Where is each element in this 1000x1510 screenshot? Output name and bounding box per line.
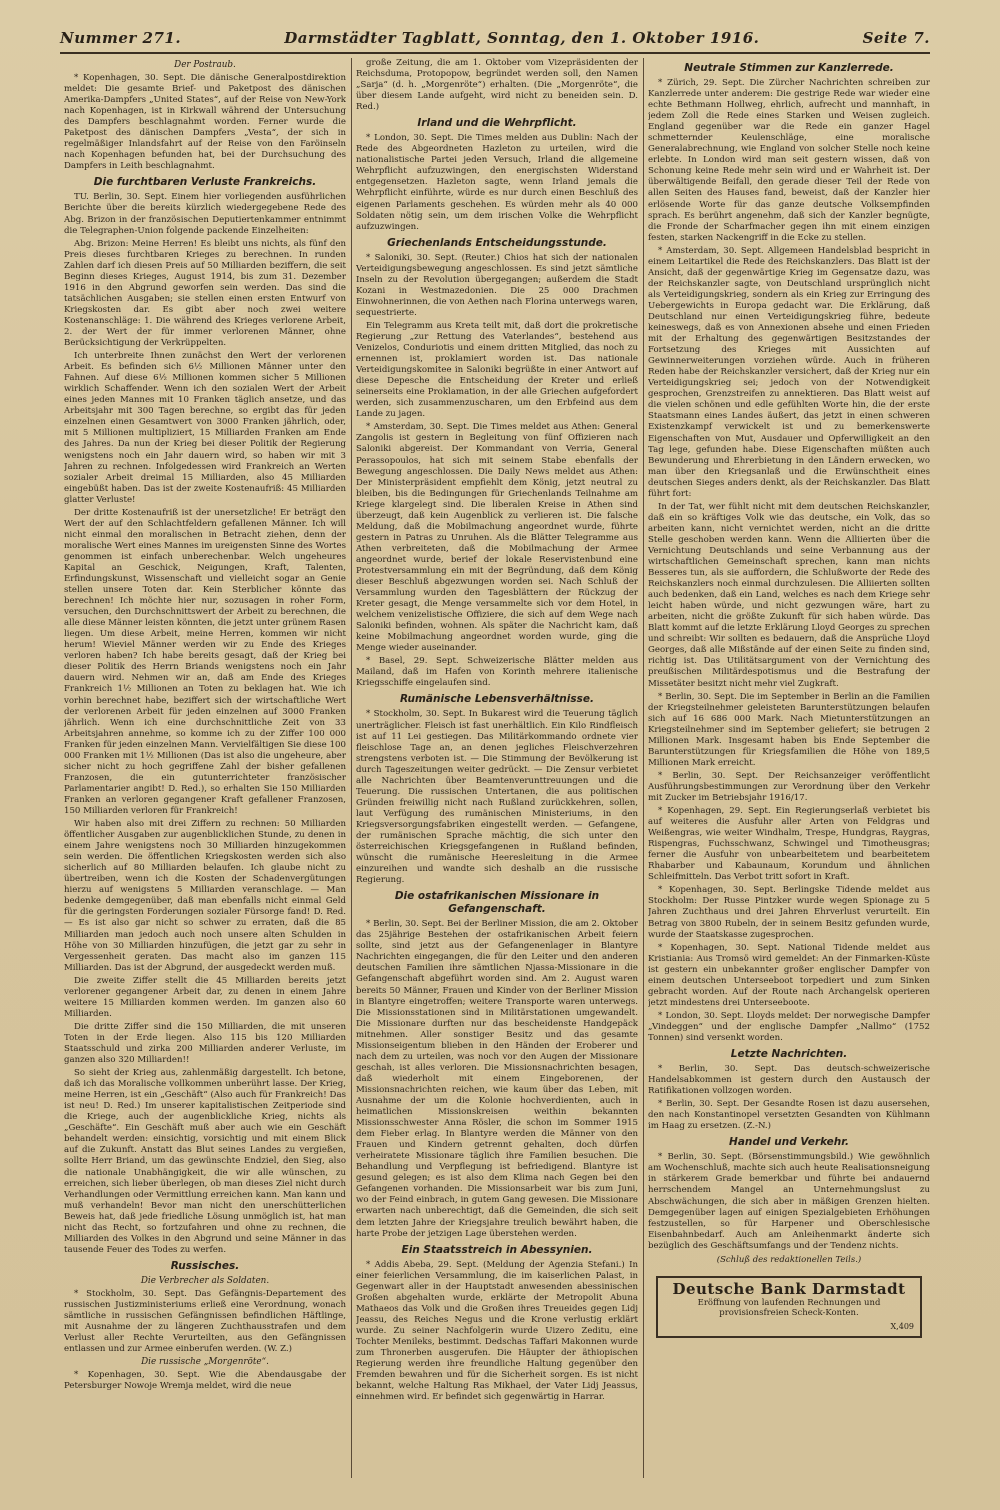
article-headline: Irland und die Wehrpflicht. xyxy=(417,117,577,130)
article-paragraph: * Berlin, 30. Sept. Das deutsch-schweizerische Handelsabkommen ist gestern durch den Austausch der Ratifikationen vollzogen worden. xyxy=(648,1064,930,1097)
article-paragraph: Die dritte Ziffer sind die 150 Milliarden, die mit unseren Toten in der Erde liegen. Also 115 bis 120 Milliarden Staatsschuld und zirka 200 Milliarden anderer Verluste, im ganzen also 320 Milliarden!! xyxy=(64,1021,346,1066)
column-divider xyxy=(643,58,644,1478)
article-paragraph: In der Tat, wer fühlt nicht mit dem deutschen Reichskanzler, daß ein so kräftiges Volk wie das deutsche, ein Volk, das so arbeiten kann, nicht vernichtet werden, nicht an die dritte Stelle geschoben werden kann. Wenn die Alliierten über die Vernichtung Deutschlands und seine Verbannung aus der wirtschaftlichen Gemeinschaft sprechen, kann man nichts Besseres tun, als sie auffordern, die Schlußworte der Rede des Reichskanzlers noch einmal durchzulesen. Die Alliierten sollten auch bedenken, daß ein Land, welches es nach dem Kriege sehr leicht haben würde, und nicht gezwungen wäre, hart zu arbeiten, nicht die größte Zukunft für sich haben würde. Das Blatt kommt auf die letzte Erklärung Lloyd Georges zu sprechen und schreibt: Wir sollten es bedauern, daß die Ansprüche Lloyd Georges, daß alle Mißstände auf der einen Seite zu finden sind, richtig ist. Das Utilitätsargument von der Vernichtung des preußischen Militärdespotismus und die Bestrafung der Missetäter besitzt nicht mehr viel Zugkraft. xyxy=(648,501,930,689)
article-paragraph: * Amsterdam, 30. Sept. Allgemeen Handelsblad bespricht in einem Leitartikel die Rede des Reichskanzlers. Das Blatt ist der Ansicht, daß der gegenwärtige Krieg im Gegensatze dazu, was der Reichskanzler sagte, von Deutschland ursprünglich nicht als Verteidigungskrieg, sondern als ein Krieg zur Erringung des Uebergewichts in Europa gedacht war. Die Erklärung, daß Deutschland nur einen Verteidigungskrieg führe, bedeute keineswegs, daß es von Annexionen absehe und einen Frieden mit der Erhaltung des gegenwärtigen Besitzstandes der Fortsetzung des Krieges mit Aussichten auf Gewinnerweiterungen vorziehen würde. Auch in früheren Reden habe der Reichskanzler versichert, daß der Krieg nur ein Verteidigungskrieg sei; jedoch von der Notwendigkeit gesprochen, Grenzstreifen zu annektieren. Das Blatt weist auf die vielen schönen und edle gefühlten Worte hin, die der erste Staatsmann eines Landes äußert, das jetzt in einen schweren Existenzkampf verwickelt ist und zu bemerkenswerte Eigenschaften von Mut, Ausdauer und Opferwilligkeit an den Tag lege, gefunden habe. Diese Eigenschaften müßten auch Bewunderung und Ehrerbietung in den Ländern erwecken, wo man über den Kriegsanlaß und die Erwünschtheit eines deutschen Sieges anders denkt, als der Reichskanzler. Das Blatt führt fort: xyxy=(648,245,930,499)
article-paragraph: * Berlin, 30. Sept. (Börsenstimmungsbild.) Wie gewöhnlich am Wochenschluß, machte sich auch heute Realisationsneigung in stärkerem Grade bemerkbar und führte bei andauernd herrschendem Mangel an Unternehmungslust zu Abschwächungen, die sich aber in mäßigen Grenzen hielten. Demgegenüber lagen auf einigen Spezialgebieten Erhöhungen festzustellen, so für Harpener und Oberschlesische Eisenbahnbedarf. Auch am Anleihenmarkt änderte sich bezüglich des Geschäftsumfangs und der Tendenz nichts. xyxy=(648,1152,930,1251)
article-paragraph: Der dritte Kostenaufriß ist der unersetzliche! Er beträgt den Wert der auf den Schlachtfeldern gefallenen Männer. Ich will nicht einmal den moralischen in Betracht ziehen, denn der moralische Wert eines Mannes im ureigensten Sinne des Wortes genommen ist einfach unberechenbar. Welch ungeheures Kapital an Geschick, Neigungen, Kraft, Talenten, Erfindungskunst, Wissenschaft und vielleicht sogar an Genie stellen unsere Toten dar. Kein Sterblicher könnte das berechnen! Ich möchte hier nur, sozusagen in roher Form, versuchen, den Durchschnittswert der Arbeit zu berechnen, die alle diese Männer leisten könnten, die jetzt unter grünem Rasen liegen. Um diese Arbeit, meine Herren, kommen wir nicht herum! Wieviel Männer werden wir zu Ende des Krieges verloren haben? Ich habe bereits gesagt, daß der Krieg bei dieser Politik des Herrn Briands wenigstens noch ein Jahr dauern wird. Nehmen wir an, daß am Ende des Krieges Frankreich 1½ Millionen an Toten zu beklagen hat. Wie ich vorhin berechnet habe, beziffert sich der wirtschaftliche Wert der verlorenen Arbeit für jeden einzelnen auf 3000 Franken jährlich. Wenn ich eine durchschnittliche Zeit von 33 Arbeitsjahren annehme, so komme ich zu der Ziffer 100 000 Franken für jeden einzelnen Mann. Vervielfältigen Sie diese 100 000 Franken mit 1½ Millionen (Das ist also die ungeheure, aber sicher nicht zu hoch gegriffene Zahl der bisher gefallenen Franzosen, die ein gutunterrichteter französischer Parlamentarier angibt! D. Red.), so erhalten Sie 150 Milliarden Franken an verloren gegangener Kraft gefallener Franzosen, 150 Milliarden verloren für Frankreich! xyxy=(64,507,346,816)
article-headline: Rumänische Lebensverhältnisse. xyxy=(400,693,594,706)
masthead-rule xyxy=(60,52,930,54)
article-paragraph: * London, 30. Sept. Die Times melden aus Dublin: Nach der Rede des Abgeordneten Hazleton zu urteilen, wird die nationalistische Partei jeden Versuch, Irland die allgemeine Wehrpflicht aufzuzwingen, den energischsten Widerstand entgegensetzen. Hazleton sagte, wenn Irland jemals die Wehrpflicht einführte, würde es nur durch einen Beschluß des eigenen Parlaments geschehen. Es würden mehr als 40 000 Soldaten nötig sein, um dem irischen Volke die Wehrpflicht aufzuzwingen. xyxy=(356,133,638,232)
article-paragraph: Die zweite Ziffer stellt die 45 Milliarden bereits jetzt verlorener gegangener Arbeit dar, zu denen in einem Jahre weitere 15 Milliarden kommen werden. Im ganzen also 60 Milliarden. xyxy=(64,975,346,1019)
article-headline: Letzte Nachrichten. xyxy=(730,1048,848,1061)
article-paragraph: * Berlin, 30. Sept. Die im September in Berlin an die Familien der Kriegsteilnehmer geleisteten Barunterstützungen belaufen sich auf 16 686 000 Mark. Nach Mietunterstützungen an Kriegsteilnehmer sind im September geliefert; sie betrugen 2 Millionen Mark. Insgesamt haben bis Ende September die Barunterstützungen für Kriegsfamilien die Höhe von 189,5 Millionen Mark erreicht. xyxy=(648,691,930,768)
article-paragraph: * Basel, 29. Sept. Schweizerische Blätter melden aus Mailand, daß im Hafen von Korinth mehrere italienische Kriegsschiffe eingelaufen sind. xyxy=(356,656,638,689)
article-paragraph: * Stockholm, 30. Sept. Das Gefängnis-Departement des russischen Justizministeriums erließ eine Verordnung, wonach sämtliche in russischen Gefängnissen befindlichen Häftlinge, mit Ausnahme der zu längeren Zuchthausstrafen und dem Verlust aller Rechte Verurteilten, aus den Gefängnissen entlassen und zur Armee einberufen werden. (W. Z.) xyxy=(64,1288,346,1355)
issue-number: Nummer 271. xyxy=(60,29,182,47)
page-number: Seite 7. xyxy=(862,29,930,47)
ad-title: Deutsche Bank Darmstadt xyxy=(672,1279,906,1298)
end-of-editorial-note: (Schluß des redaktionellen Teils.) xyxy=(716,1254,862,1265)
article-paragraph: * Berlin, 30. Sept. Der Gesandte Rosen ist dazu ausersehen, den nach Konstantinopel versetzten Gesandten von Kühlmann im Haag zu ersetzen. (Z.-N.) xyxy=(648,1099,930,1132)
article-paragraph: Ich unterbreite Ihnen zunächst den Wert der verlorenen Arbeit. Es befinden sich 6½ Millionen Männer unter den Fahnen. Auf diese 6½ Millionen kommen sicher 5 Millionen wirklich Schaffender. Wenn ich den sozialen Wert der Arbeit eines jeden Mannes mit 10 Franken täglich ansetze, und das Arbeitsjahr mit 300 Tagen berechne, so ergibt das für jeden einzelnen einen Gesamtwert von 3000 Franken jährlich, oder, mit 5 Millionen multipliziert, 15 Milliarden Franken am Ende des Jahres. Da nun der Krieg bei dieser Politik der Regierung wenigstens noch ein Jahr dauern wird, so haben wir mit 3 Jahren zu rechnen. Infolgedessen wird Frankreich an Werten sozialer Arbeit dreimal 15 Milliarden, also 45 Milliarden eingebüßt haben. Das ist der zweite Kostenaufriß: 45 Milliarden glatter Verluste! xyxy=(64,351,346,505)
article-headline: Handel und Verkehr. xyxy=(729,1136,849,1149)
article-paragraph: * Saloniki, 30. Sept. (Reuter.) Chios hat sich der nationalen Verteidigungsbewegung angeschlossen. Es sind jetzt sämtliche Inseln zu der Revolution übergegangen; außerdem die Stadt Kozani in Westmazedonien. Die 25 000 Drachmen Einwohnerinnen, die von Aethen nach Florina unterwegs waren, sequestrierte. xyxy=(356,252,638,318)
article-headline: Die furchtbaren Verluste Frankreichs. xyxy=(93,176,317,189)
bank-advertisement xyxy=(656,1276,922,1338)
article-paragraph: * Kopenhagen, 30. Sept. National Tidende meldet aus Kristiania: Aus Tromsö wird gemeldet: An der Finmarken-Küste ist gestern ein unbekannter großer englischer Dampfer von einem deutschen Unterseeboot torpediert und zum Sinken gebracht worden. Auf der Route nach Archangelsk operieren jetzt mindestens drei Unterseeboote. xyxy=(648,942,930,1008)
column-divider xyxy=(351,58,352,1478)
article-paragraph: * Zürich, 29. Sept. Die Zürcher Nachrichten schreiben zur Kanzlerrede unter anderem: Die gestrige Rede war wieder eine echte Bethmann Hollweg, ehrlich, aufrecht und mannhaft, in jedem Zoll die Rede eines Starken und Weisen zugleich. England gegenüber war die Rede ein ganzer Hagel schmetternder Keulenschläge, eine moralische Generalabrechnung, wie England von solcher Stelle noch keine erlebte. In London wird man seit gestern wissen, daß von Schonung keine Rede mehr sein wird und er Wahrheit ist. Der überwältigende Beifall, den gerade dieser Teil der Rede von allen Seiten des Hauses fand, beweist, daß der Kanzler hier erlösende Worte für das ganze deutsche Volksempfinden sprach. Es berührt angenehm, daß sich der Kanzler begnügte, die Fronde der Scharfmacher gegen ihn mit einem einzigen festen, starken Nackengriff in die Ecke zu stellen. xyxy=(648,78,930,243)
article-paragraph: * Stockholm, 30. Sept. In Bukarest wird die Teuerung täglich unerträglicher. Fleisch ist fast unerhältlich. Ein Kilo Rindfleisch ist auf 11 Lei gestiegen. Das Militärkommando ordnete vier fleischlose Tage an, an denen jegliches Fleischverzehren strengstens verboten ist. — Die Stimmung der Bevölkerung ist durch Tageszeitungen weiter gedrückt. — Die Zensur verbietet alle Nachrichten über Beamtenverunttreuungen und die Teuerung. Die russischen Untertanen, die aus politischen Gründen freiwillig nicht nach Rußland zurückkehren, sollen, laut Verfügung des rumänischen Ministeriums, in den Kriegsversorgungsfabriken eingestellt werden. — Gefangene, der rumänischen Sprache mächtig, die sich unter den österreichischen Kriegsgefangenen in Rußland befinden, wünscht die rumänische Heeresleitung in die Armee einzureihen und wandte sich deshalb an die russische Regierung. xyxy=(356,709,638,886)
column-3 xyxy=(648,58,930,1478)
article-subheading: Die russische „Morgenröte“. xyxy=(141,1357,269,1368)
article-paragraph: * Kopenhagen, 30. Sept. Wie die Abendausgabe der Petersburger Nowoje Wremja meldet, wird die neue xyxy=(64,1370,346,1392)
article-paragraph: Wir haben also mit drei Ziffern zu rechnen: 50 Milliarden öffentlicher Ausgaben zur augenblicklichen Stunde, zu denen in einem Jahre wenigstens noch 30 Milliarden hinzugekommen sein werden. Die öffentlichen Kriegskosten werden sich also sicherlich auf 80 Milliarden belaufen. Ich glaube nicht zu übertreiben, wenn ich die Kosten der Schadenvergütungen hierzu auf wenigstens 5 Milliarden veranschlage. — Man bedenke demgegenüber, daß man ebenfalls nicht einmal Geld für die geringsten Forderungen sozialer Fürsorge fand! D. Red. — Es ist also gar nicht so schwer zu erraten, daß die 85 Milliarden man jedoch auch noch unsere alten Schulden in Höhe von 30 Milliarden hinzufügen, die jetzt gar zu sehr in Vergessenheit geraten. Das macht also im ganzen 115 Milliarden. Das ist der Abgrund, der ausgedeckt werden muß. xyxy=(64,819,346,973)
article-headline: Neutrale Stimmen zur Kanzlerrede. xyxy=(684,62,894,74)
newspaper-title-date: Darmstädter Tagblatt, Sonntag, den 1. Oktober 1916. xyxy=(284,29,760,47)
article-paragraph: * Addis Abeba, 29. Sept. (Meldung der Agenzia Stefani.) In einer feierlichen Versammlung, die im kaiserlichen Palast, in Gegenwart aller in der Hauptstadt anwesenden abessinischen Großen abgehalten wurde, erklärte der Metropolit Abuna Mathaeos das Volk und die Großen ihres Treueides gegen Lidj Jeassu, des Reiches Negus und die Krone verlustig erklärt wurde. Zu seiner Nachfolgerin wurde Uizero Zeditu, eine Tochter Menileks, bestimmt. Dedschas Taffari Makonnen wurde zum Thronerben ausgerufen. Die Häupter der äthiopischen Regierung werden ihre freundliche Haltung gegenüber den Fremden bewahren und für die Sicherheit sorgen. Es ist nicht bekannt, welche Haltung Ras Mikhael, der Vater Lidj Jeassus, einnehmen wird. Er befindet sich gegenwärtig in Harrar. xyxy=(356,1259,638,1403)
article-paragraph: * Berlin, 30. Sept. Der Reichsanzeiger veröffentlicht Ausführungsbestimmungen zur Verordnung über den Verkehr mit Zucker im Betriebsjahr 1916/17. xyxy=(648,770,930,803)
masthead xyxy=(60,24,930,52)
column-2 xyxy=(356,58,638,1478)
article-headline: Russisches. xyxy=(170,1259,240,1272)
article-headline: Ein Staatsstreich in Abessynien. xyxy=(401,1243,593,1256)
article-headline: Die ostafrikanischen Missionare in Gefangenschaft. xyxy=(394,890,600,916)
article-paragraph: So sieht der Krieg aus, zahlenmäßig dargestellt. Ich betone, daß ich das Moralische vollkommen unberührt lasse. Der Krieg, meine Herren, ist ein „Geschäft“ (Also auch für Frankreich! Das ist neu! D. Red.) Im unserer kapitalistischen Zeitperiode sind die Kriege, auch der augenblickliche Krieg, nichts als „Geschäfte“. Ein Geschäft muß aber auch wie ein Geschäft behandelt werden: einsichtig, vorsichtig und mit einem Blick auf die Zukunft. Anstatt das Blut seines Landes zu vergießen, sollte Herr Briand, um das gewünschte Endziel, den Sieg, also die nationale Unabhängigkeit, die wir alle wünschen, zu erreichen, sich lieber überlegen, ob man dieses Ziel nicht durch Verhandlungen oder Vermittlung erreichen kann. Man kann und muß verhandeln! Bevor man nicht den unerschütterlichen Beweis hat, daß jede friedliche Lösung unmöglich ist, hat man nicht das Recht, so fortzufahren und ohne zu rechnen, die Milliarden des Volkes in den Abgrund und seine Männer in das tausende Feuer des Todes zu werfen. xyxy=(64,1068,346,1255)
article-paragraph: * London, 30. Sept. Lloyds meldet: Der norwegische Dampfer „Vindeggen“ und der englische Dampfer „Nallmo“ (1752 Tonnen) sind versenkt worden. xyxy=(648,1010,930,1043)
article-paragraph: * Kopenhagen, 30. Sept. Die dänische Generalpostdirektion meldet: Die gesamte Brief- und Paketpost des dänischen Amerika-Dampfers „United States“, auf der Reise von New-York nach Kopenhagen, ist in Kirkwall während der Untersuchung des Dampfers beschlagnahmt worden. Ferner wurde die Paketpost des dänischen Dampfers „Vesta“, der sich in regelmäßiger Inlandsfahrt auf der Reise von den Faröinseln nach Kopenhagen befunden hat, bei der Durchsuchung des Dampfers in Leith beschlagnahmt. xyxy=(64,73,346,172)
column-1 xyxy=(64,58,346,1478)
ad-number: X,409 xyxy=(890,1321,914,1331)
article-paragraph: TU. Berlin, 30. Sept. Einem hier vorliegenden ausführlichen Berichte über die bereits kürzlich wiedergegebene Rede des Abg. Brizon in der französischen Deputiertenkammer entnimmt die Telegraphen-Union folgende packende Einzelheiten: xyxy=(64,192,346,236)
article-paragraph: große Zeitung, die am 1. Oktober vom Vizepräsidenten der Reichsduma, Protopopow, begründet werden soll, den Namen „Sarja“ (d. h. „Morgenröte“) erhalten. (Die „Morgenröte“, die über diesem Lande aufgeht, wird nicht zu beneiden sein. D. Red.) xyxy=(356,58,638,113)
section-heading: Der Postraub. xyxy=(174,60,236,70)
article-paragraph: Ein Telegramm aus Kreta teilt mit, daß dort die prokretische Regierung „zur Rettung des Vaterlandes“, bestehend aus Venizelos, Conduriotis und einem dritten Mitglied, das noch zu ernennen ist, proklamiert worden ist. Das nationale Verteidigungskomitee in Saloniki begrüßte in einer Antwort auf diese Depesche die Entscheidung der Kreter und erließ seinerseits eine Proklamation, in der alle Griechen aufgefordert werden, sich zusammenzuscharen, um den Erbfeind aus dem Lande zu jagen. xyxy=(356,320,638,420)
article-paragraph: * Kopenhagen, 29. Sept. Ein Regierungserlaß verbietet bis auf weiteres die Ausfuhr aller Arten von Feldgras und Weißengras, wie weiter Windhalm, Trespe, Hundgras, Raygras, Rispengras, Fuchsschwanz, Schwingel und Timotheusgras; ferner die Ausfuhr von unbearbeitetem und bearbeitetem Rhabarber und Kabaunaum, Korundum und ähnlichen Schleifmitteln. Das Verbot tritt sofort in Kraft. xyxy=(648,806,930,883)
article-paragraph: * Berlin, 30. Sept. Bei der Berliner Mission, die am 2. Oktober das 25jährige Bestehen der ostafrikanischen Arbeit feiern sollte, sind jetzt aus der Gefangenenlager in Blantyre Nachrichten eingegangen, die für den Leiter und den anderen deutschen Familien ihre sämtlichen Njassa-Missionare in die Gefangenschaft abgeführt worden sind. Am 2. August waren bereits 50 Männer, Frauen und Kinder von der Berliner Mission in Blantyre eingetroffen; weitere Transporte waren unterwegs. Die Missionsstationen sind in Militärstationen umgewandelt. Die Missionare durften nur das bescheidenste Handgepäck mitnehmen. Aller sonstiger Besitz und das gesamte Missionseigentum blieben in den Händen der Eroberer und nach dem zu urteilen, was noch vor den Augen der Missionare geschah, ist alles verloren. Die Missionsnachrichten besagen, daß wiederholt mit einem Eingeborenen, der Missionsnachrichten reichen, wie kaum über das Leben, mit Ausnahme der um die Kolonie hochverdienten, auch in heimatlichen Missionskreisen weithin bekannten Missionsschwester Anna Rösler, die schon im Sommer 1915 dem Fieber erlag. In Blantyre werden die Männer von den Frauen und Kindern getrennt gehalten, doch dürfen verheiratete Missionare täglich ihre Familien besuchen. Die Behandlung und Verpflegung ist befriedigend. Blantyre ist gesund gelegen; es ist also dem Klima nach Gegen bei den Gefangenen vorhanden. Die Missionsarbeit war bis zum Juni, wo der Feind einbrach, in gutem Gang gewesen. Die Missionare erwarten nach unberechtigt, daß die Gemeinden, die sich seit dem letzten Jahre der Kriegsjahre treulich bewährt haben, die harte Probe der jetzigen Lage überstehen werden. xyxy=(356,919,638,1239)
ad-subtitle: Eröffnung von laufenden Rechnungen und provisionsfreien Scheck-Konten. xyxy=(697,1297,881,1319)
article-headline: Griechenlands Entscheidungsstunde. xyxy=(387,236,607,249)
article-paragraph: Abg. Brizon: Meine Herren! Es bleibt uns nichts, als fünf den Preis dieses furchtbaren Krieges zu berechnen. In runden Zahlen darf ich diesen Preis auf 50 Milliarden beziffern, die seit Beginn dieses Krieges, August 1914, bis zum 31. Dezember 1916 in den Abgrund geworfen sein werden. Das sind die tatsächlichen Ausgaben; sie stellen einen ersten Entwurf von Kriegskosten dar. Es gibt aber noch zwei weitere Kostenanschläge: 1. Die während des Krieges verlorene Arbeit, 2. der Wert der für immer verlorenen Männer, ohne Berücksichtigung der Verkrüppelten. xyxy=(64,238,346,349)
article-subheading: Die Verbrecher als Soldaten. xyxy=(140,1275,270,1286)
article-paragraph: * Kopenhagen, 30. Sept. Berlingske Tidende meldet aus Stockholm: Der Russe Pintzker wurde wegen Spionage zu 5 Jahren Zuchthaus und drei Jahren Ehrverlust verurteilt. Ein Betrag von 3800 Rubeln, der in seinem Besitz gefunden wurde, wurde der Staatskasse zugesprochen. xyxy=(648,885,930,940)
article-paragraph: * Amsterdam, 30. Sept. Die Times meldet aus Athen: General Zangolis ist gestern in Begleitung von fünf Offizieren nach Saloniki abgereist. Der Kommandant von Verria, General Perassopoulos, hat sich mit seinem Stabe ebenfalls der Bewegung angeschlossen. Die Daily News meldet aus Athen: Der Ministerpräsident empfiehlt dem König, jetzt neutral zu bleiben, bis die Bedingungen für Griechenlands Teilnahme am Kriege klargelegt sind. Die liberalen Kreise in Athen sind überzeugt, daß kein Augenblick zu verlieren ist. Die falsche Meldung, daß die Mobilmachung angeordnet wurde, führte gestern in Patras zu Unruhen. Als die Blätter Telegramme aus Athen verbreiteten, daß die Mobilmachung der Armee angeordnet wurde, berief der lokale Reservistenbund eine Protestversammlung ein mit der Begründung, daß dem König dieser Beschluß abgezwungen worden sei. Nach Schluß der Versammlung wurden den Tagesblättern der Rückzug der Kreter gesagt, die Menge versammelte sich vor dem Hotel, in welchem venizelistische Offiziere, die sich auf dem Wege nach Saloniki befinden, wohnen. Als später die Nachricht kam, daß keine Mobilmachung angeordnet worden wurde, ging die Menge wieder auseinander. xyxy=(356,422,638,654)
